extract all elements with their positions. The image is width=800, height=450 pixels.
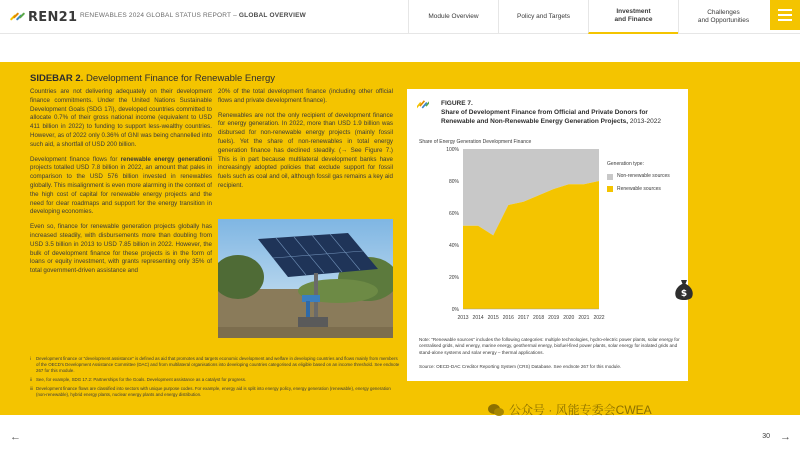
tab-policy-and-targets[interactable] <box>498 0 588 34</box>
tab-label <box>615 8 653 24</box>
footnote-mark: i <box>30 356 31 361</box>
tab-label: Policy and Targets <box>517 12 570 20</box>
hamburger-icon <box>778 19 792 21</box>
top-bar <box>0 0 800 34</box>
bottom-bar <box>0 425 800 450</box>
x-tick-label: 2022 <box>593 315 605 321</box>
figure-source: Source: OECD-DAC Creditor Reporting System (CRS) Database. See endnote 267 for this module. <box>419 364 622 369</box>
tab-label-line1: Challenges <box>707 8 740 16</box>
paragraph: 20% of the total development finance (including other official flows and private development finance). <box>218 88 393 104</box>
figure-title-bold: Share of Development Finance from Official and Private Donors for Renewable and Non-Renewable Energy Generation Projects, <box>441 109 648 125</box>
legend-swatch <box>607 186 613 192</box>
chart-legend <box>607 161 685 198</box>
svg-text:$: $ <box>680 289 688 299</box>
watermark <box>488 401 652 418</box>
sidebar-title-text: Development Finance for Renewable Energy <box>83 73 276 84</box>
y-tick-label: 100% <box>446 147 459 153</box>
y-tick-label: 60% <box>448 211 459 217</box>
report-title-main: RENEWABLES 2024 GLOBAL STATUS REPORT <box>80 12 232 19</box>
tab-investment-and-finance[interactable] <box>588 0 678 34</box>
footnote-text: See, for example, SDG 17.2: Partnerships for the Goals. Development assistance as a catalyst for progress. <box>36 376 247 382</box>
text-column-2 <box>218 88 393 197</box>
footnote-mark: iii <box>30 385 33 391</box>
sidebar-title <box>30 73 275 84</box>
area-chart <box>407 147 607 327</box>
legend-item-renewable <box>607 186 685 193</box>
hamburger-icon <box>778 14 792 16</box>
previous-page-arrow-icon[interactable]: ← <box>10 431 21 443</box>
y-tick-label: 80% <box>448 179 459 185</box>
x-tick-label: 2019 <box>548 315 560 321</box>
paragraph-text: Development finance flows for <box>30 155 121 163</box>
footnote <box>30 356 402 374</box>
next-page-arrow-icon[interactable]: → <box>780 431 791 443</box>
figure-title <box>441 109 681 127</box>
figure-number: FIGURE 7. <box>441 100 473 107</box>
solar-panel-photo-image <box>218 219 393 338</box>
x-tick-label: 2016 <box>502 315 514 321</box>
footnote <box>30 377 402 383</box>
tab-label: Module Overview <box>428 12 479 20</box>
paragraph: Renewables are not the only recipient of development finance for energy generation. In 2022, more than USD 1.9 billion was disbursed for non-renewable energy projects (mainly fossil fuels). Yet the share of non-renewables in total energy generation finance has declined steadily. (→ See Figure 7.) This is in part because multilateral development banks have increasingly adopted policies that exclude support for fossil fuels such as coal and oil, although fossil gas remains a key aid recipient. <box>218 111 393 189</box>
module-tabs <box>408 0 768 34</box>
report-title <box>80 12 306 19</box>
page-number: 30 <box>762 433 770 440</box>
sidebar-label: SIDEBAR 2. <box>30 73 84 84</box>
footnote-mark: ii <box>30 376 32 382</box>
paragraph: Even so, finance for renewable generation projects globally has increased steadily, with disbursements more than doubling from USD 3.5 billion in 2013 to USD 7.85 billion in 2022. However, the bulk of development finance for these projects is in the form of loans or equity investment, with grants representing only 35% of total government-driven assistance and <box>30 223 212 275</box>
report-title-sep: – <box>231 12 239 19</box>
logo-text: REN21 <box>28 9 78 25</box>
footnote-text: Development finance or "development assistance" is defined as aid that promotes and targets economic development and welfare in developing countries and flows mainly from members of the OECD's Development Assistance Committee (DAC) and from multilateral organisations into developing countries categorised as eligible based on an income threshold. See endnote 267 for this module. <box>36 356 400 373</box>
ren21-logo[interactable] <box>10 10 77 24</box>
paragraph: Countries are not delivering adequately on their development finance commitments. Under the United Nations Sustainable Development Goals (SDG 17i), developed countries committed to allocate 0.7% of their gross national income (equivalent to USD 411 billion in 2022) to funding to support less-wealthy countries. However, as of 2022 only 0.36% of GNI was being channelled into such aid, a shortfall of USD 200 billion. <box>30 88 212 148</box>
tab-label-line1: Investment <box>616 7 651 15</box>
x-tick-label: 2020 <box>563 315 575 321</box>
ren21-logo-mark-icon <box>10 10 24 24</box>
hamburger-icon <box>778 9 792 11</box>
x-tick-label: 2014 <box>472 315 484 321</box>
legend-item-nonrenewable <box>607 173 685 180</box>
tab-module-overview[interactable] <box>408 0 498 34</box>
tab-label <box>698 9 749 25</box>
watermark-text: 公众号 · 风能专委会CWEA <box>509 403 652 417</box>
solar-panel-photo <box>218 219 393 338</box>
legend-swatch <box>607 174 613 180</box>
x-tick-label: 2021 <box>578 315 590 321</box>
footnote <box>30 386 402 398</box>
figure-card <box>407 89 688 381</box>
paragraph-bold-text: renewable energy generation <box>120 155 210 163</box>
footnote-text: Development finance flows are classified into sectors with unique purpose codes. For example, energy aid is split into energy policy, energy generation (renewable), energy generation (non-renewable), hybrid energy plants, nuclear energy plants and energy distribution. <box>36 385 391 397</box>
wechat-icon <box>488 403 504 417</box>
figure-note: Note: "Renewable sources" includes the following categories: multiple technologies, hydro-electric power plants, solar energy for centralised grids, wind energy, marine energy, geothermal energy, biofuel-fired power plants, solar energy for isolated grids and stand-alone systems and solar energy – thermal applications. <box>419 337 680 355</box>
legend-label: Renewable sources <box>617 185 661 192</box>
tab-label-line2: and Opportunities <box>697 17 750 24</box>
text-column-1 <box>30 88 212 282</box>
paragraph-text: ii projects totalled USD 7.8 billion in 2022, an amount that pales in comparison to the USD 576 billion invested in renewables globally. This misalignment is even more alarming in the context of the high cost of capital for renewable energy projects and the need for clear roadmaps and support for the energy transition in developing economies. <box>30 155 213 216</box>
money-bag-dollar-icon <box>674 279 694 301</box>
legend-title: Generation type: <box>607 161 644 167</box>
tab-label-line2: and Finance <box>614 16 653 23</box>
x-tick-label: 2013 <box>457 315 469 321</box>
x-tick-label: 2017 <box>517 315 530 321</box>
tab-challenges-and-opportunities[interactable] <box>678 0 768 34</box>
footnotes <box>30 356 402 401</box>
figure-title-years: 2013-2022 <box>628 117 661 125</box>
y-tick-label: 0% <box>451 307 459 313</box>
x-tick-label: 2015 <box>487 315 499 321</box>
chart-y-axis-title: Share of Energy Generation Development Finance <box>419 139 532 145</box>
report-title-section: GLOBAL OVERVIEW <box>238 12 306 19</box>
y-tick-label: 40% <box>448 243 459 249</box>
paragraph <box>30 156 212 218</box>
hamburger-menu-button[interactable] <box>770 0 800 30</box>
x-tick-label: 2018 <box>532 315 545 321</box>
y-tick-label: 20% <box>448 275 459 281</box>
figure-logo-icon <box>417 99 429 111</box>
legend-label: Non-renewable sources <box>617 173 670 179</box>
